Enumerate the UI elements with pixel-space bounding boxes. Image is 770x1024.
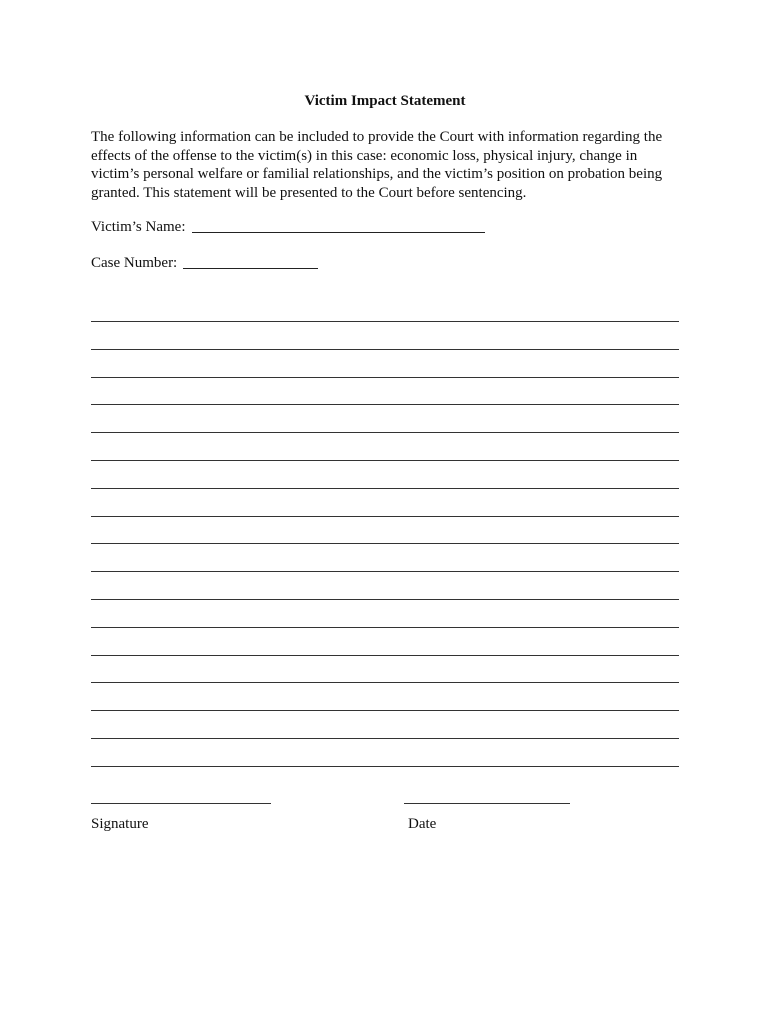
victim-name-row <box>91 218 485 236</box>
statement-line[interactable] <box>91 404 679 405</box>
statement-line[interactable] <box>91 766 679 767</box>
statement-line[interactable] <box>91 321 679 322</box>
case-number-field[interactable] <box>183 254 318 269</box>
statement-writing-area[interactable] <box>91 321 679 794</box>
date-label: Date <box>408 816 437 832</box>
case-number-label: Case Number: <box>91 255 178 271</box>
signature-line[interactable] <box>91 803 271 804</box>
statement-line[interactable] <box>91 377 679 378</box>
statement-line[interactable] <box>91 710 679 711</box>
statement-line[interactable] <box>91 516 679 517</box>
date-line[interactable] <box>404 803 570 804</box>
statement-line[interactable] <box>91 627 679 628</box>
statement-line[interactable] <box>91 738 679 739</box>
statement-line[interactable] <box>91 682 679 683</box>
statement-line[interactable] <box>91 432 679 433</box>
victim-name-label: Victim’s Name: <box>91 219 186 235</box>
statement-line[interactable] <box>91 571 679 572</box>
case-number-row <box>91 254 318 272</box>
document-title: Victim Impact Statement <box>304 93 466 109</box>
victim-name-field[interactable] <box>192 218 485 233</box>
statement-line[interactable] <box>91 488 679 489</box>
signature-label: Signature <box>91 816 149 832</box>
statement-line[interactable] <box>91 599 679 600</box>
intro-paragraph: The following information can be included to provide the Court with information regarding the effects of the offense to the victim(s) in this case: economic loss, physical injury, change in victim’s personal welfare or familial relationships, and the victim’s position on probation being granted. This statement will be presented to the Court before sentencing. <box>91 129 663 201</box>
statement-line[interactable] <box>91 655 679 656</box>
statement-line[interactable] <box>91 349 679 350</box>
statement-line[interactable] <box>91 543 679 544</box>
statement-line[interactable] <box>91 460 679 461</box>
